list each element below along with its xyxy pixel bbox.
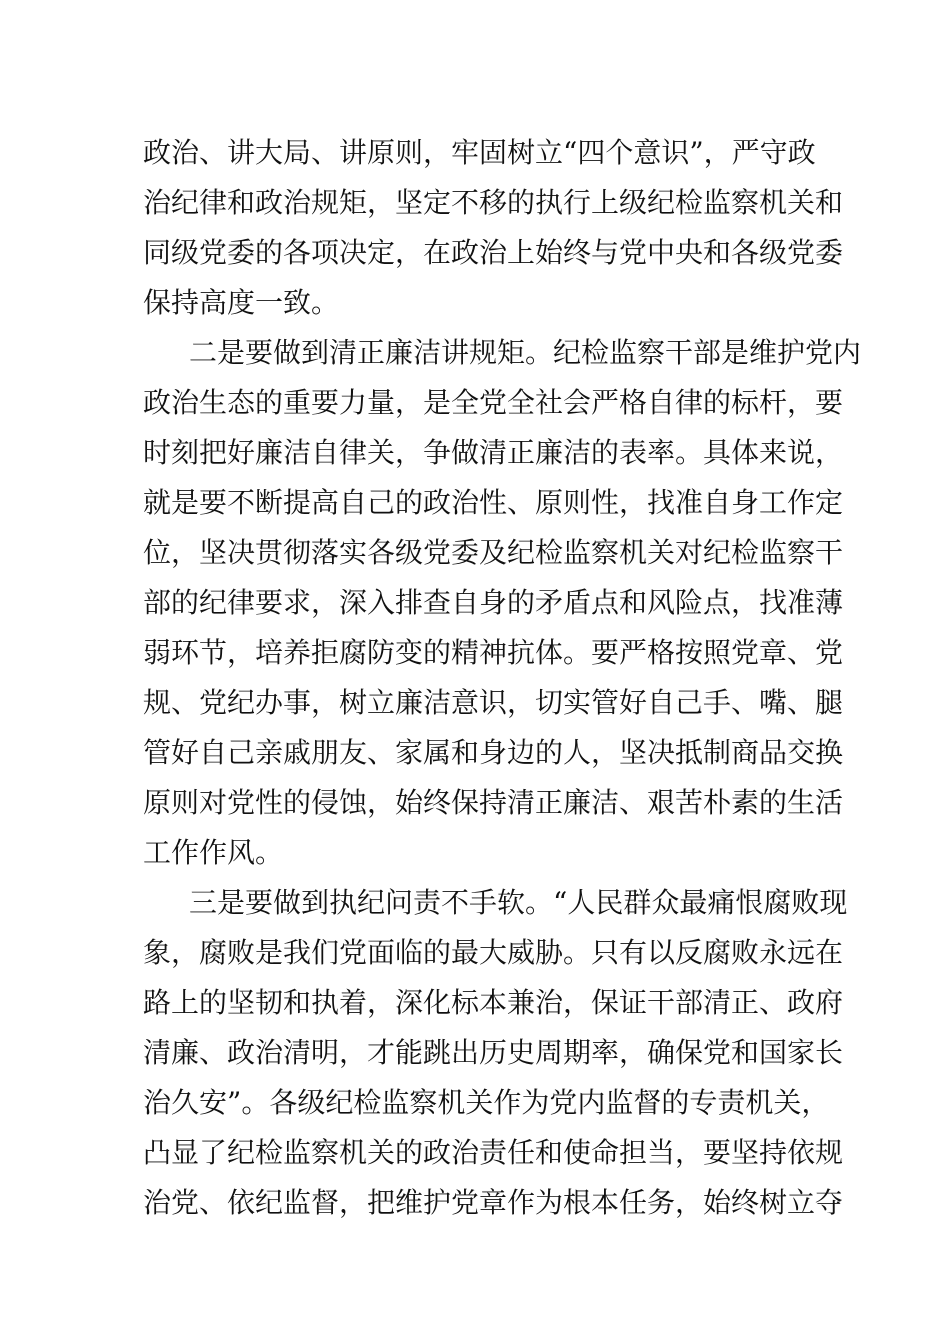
body-text (143, 128, 862, 1228)
text-line: 原则对党性的侵蚀，始终保持清正廉洁、艰苦朴素的生活 (143, 786, 844, 819)
text-line: 时刻把好廉洁自律关，争做清正廉洁的表率。具体来说， (143, 436, 844, 469)
text-line: 象，腐败是我们党面临的最大威胁。只有以反腐败永远在 (143, 936, 844, 969)
text-line: 管好自己亲戚朋友、家属和身边的人，坚决抵制商品交换 (143, 736, 844, 769)
text-line: 政治生态的重要力量，是全党全社会严格自律的标杆，要 (143, 386, 844, 419)
text-line: 凸显了纪检监察机关的政治责任和使命担当，要坚持依规 (143, 1136, 844, 1169)
text-line: 治党、依纪监督，把维护党章作为根本任务，始终树立夺 (143, 1186, 844, 1219)
paragraph-first-line: 二是要做到清正廉洁讲规矩。纪检监察干部是维护党内 (189, 336, 862, 369)
text-line: 保持高度一致。 (143, 286, 340, 319)
text-line: 清廉、政治清明，才能跳出历史周期率，确保党和国家长 (143, 1036, 844, 1069)
text-line: 就是要不断提高自己的政治性、原则性，找准自身工作定 (143, 486, 844, 519)
text-line: 位，坚决贯彻落实各级党委及纪检监察机关对纪检监察干 (143, 536, 844, 569)
text-line: 工作作风。 (143, 836, 284, 869)
text-line: 政治、讲大局、讲原则，牢固树立“四个意识”，严守政 (143, 136, 816, 169)
paragraph-first-line: 三是要做到执纪问责不手软。“人民群众最痛恨腐败现 (189, 886, 848, 919)
text-line: 治久安”。各级纪检监察机关作为党内监督的专责机关， (143, 1086, 830, 1119)
text-line: 规、党纪办事，树立廉洁意识，切实管好自己手、嘴、腿 (143, 686, 844, 719)
text-line: 部的纪律要求，深入排查自身的矛盾点和风险点，找准薄 (143, 586, 844, 619)
text-line: 治纪律和政治规矩，坚定不移的执行上级纪检监察机关和 (143, 186, 844, 219)
text-line: 路上的坚韧和执着，深化标本兼治，保证干部清正、政府 (143, 986, 844, 1019)
text-line: 弱环节，培养拒腐防变的精神抗体。要严格按照党章、党 (143, 636, 844, 669)
text-line: 同级党委的各项决定，在政治上始终与党中央和各级党委 (143, 236, 844, 269)
